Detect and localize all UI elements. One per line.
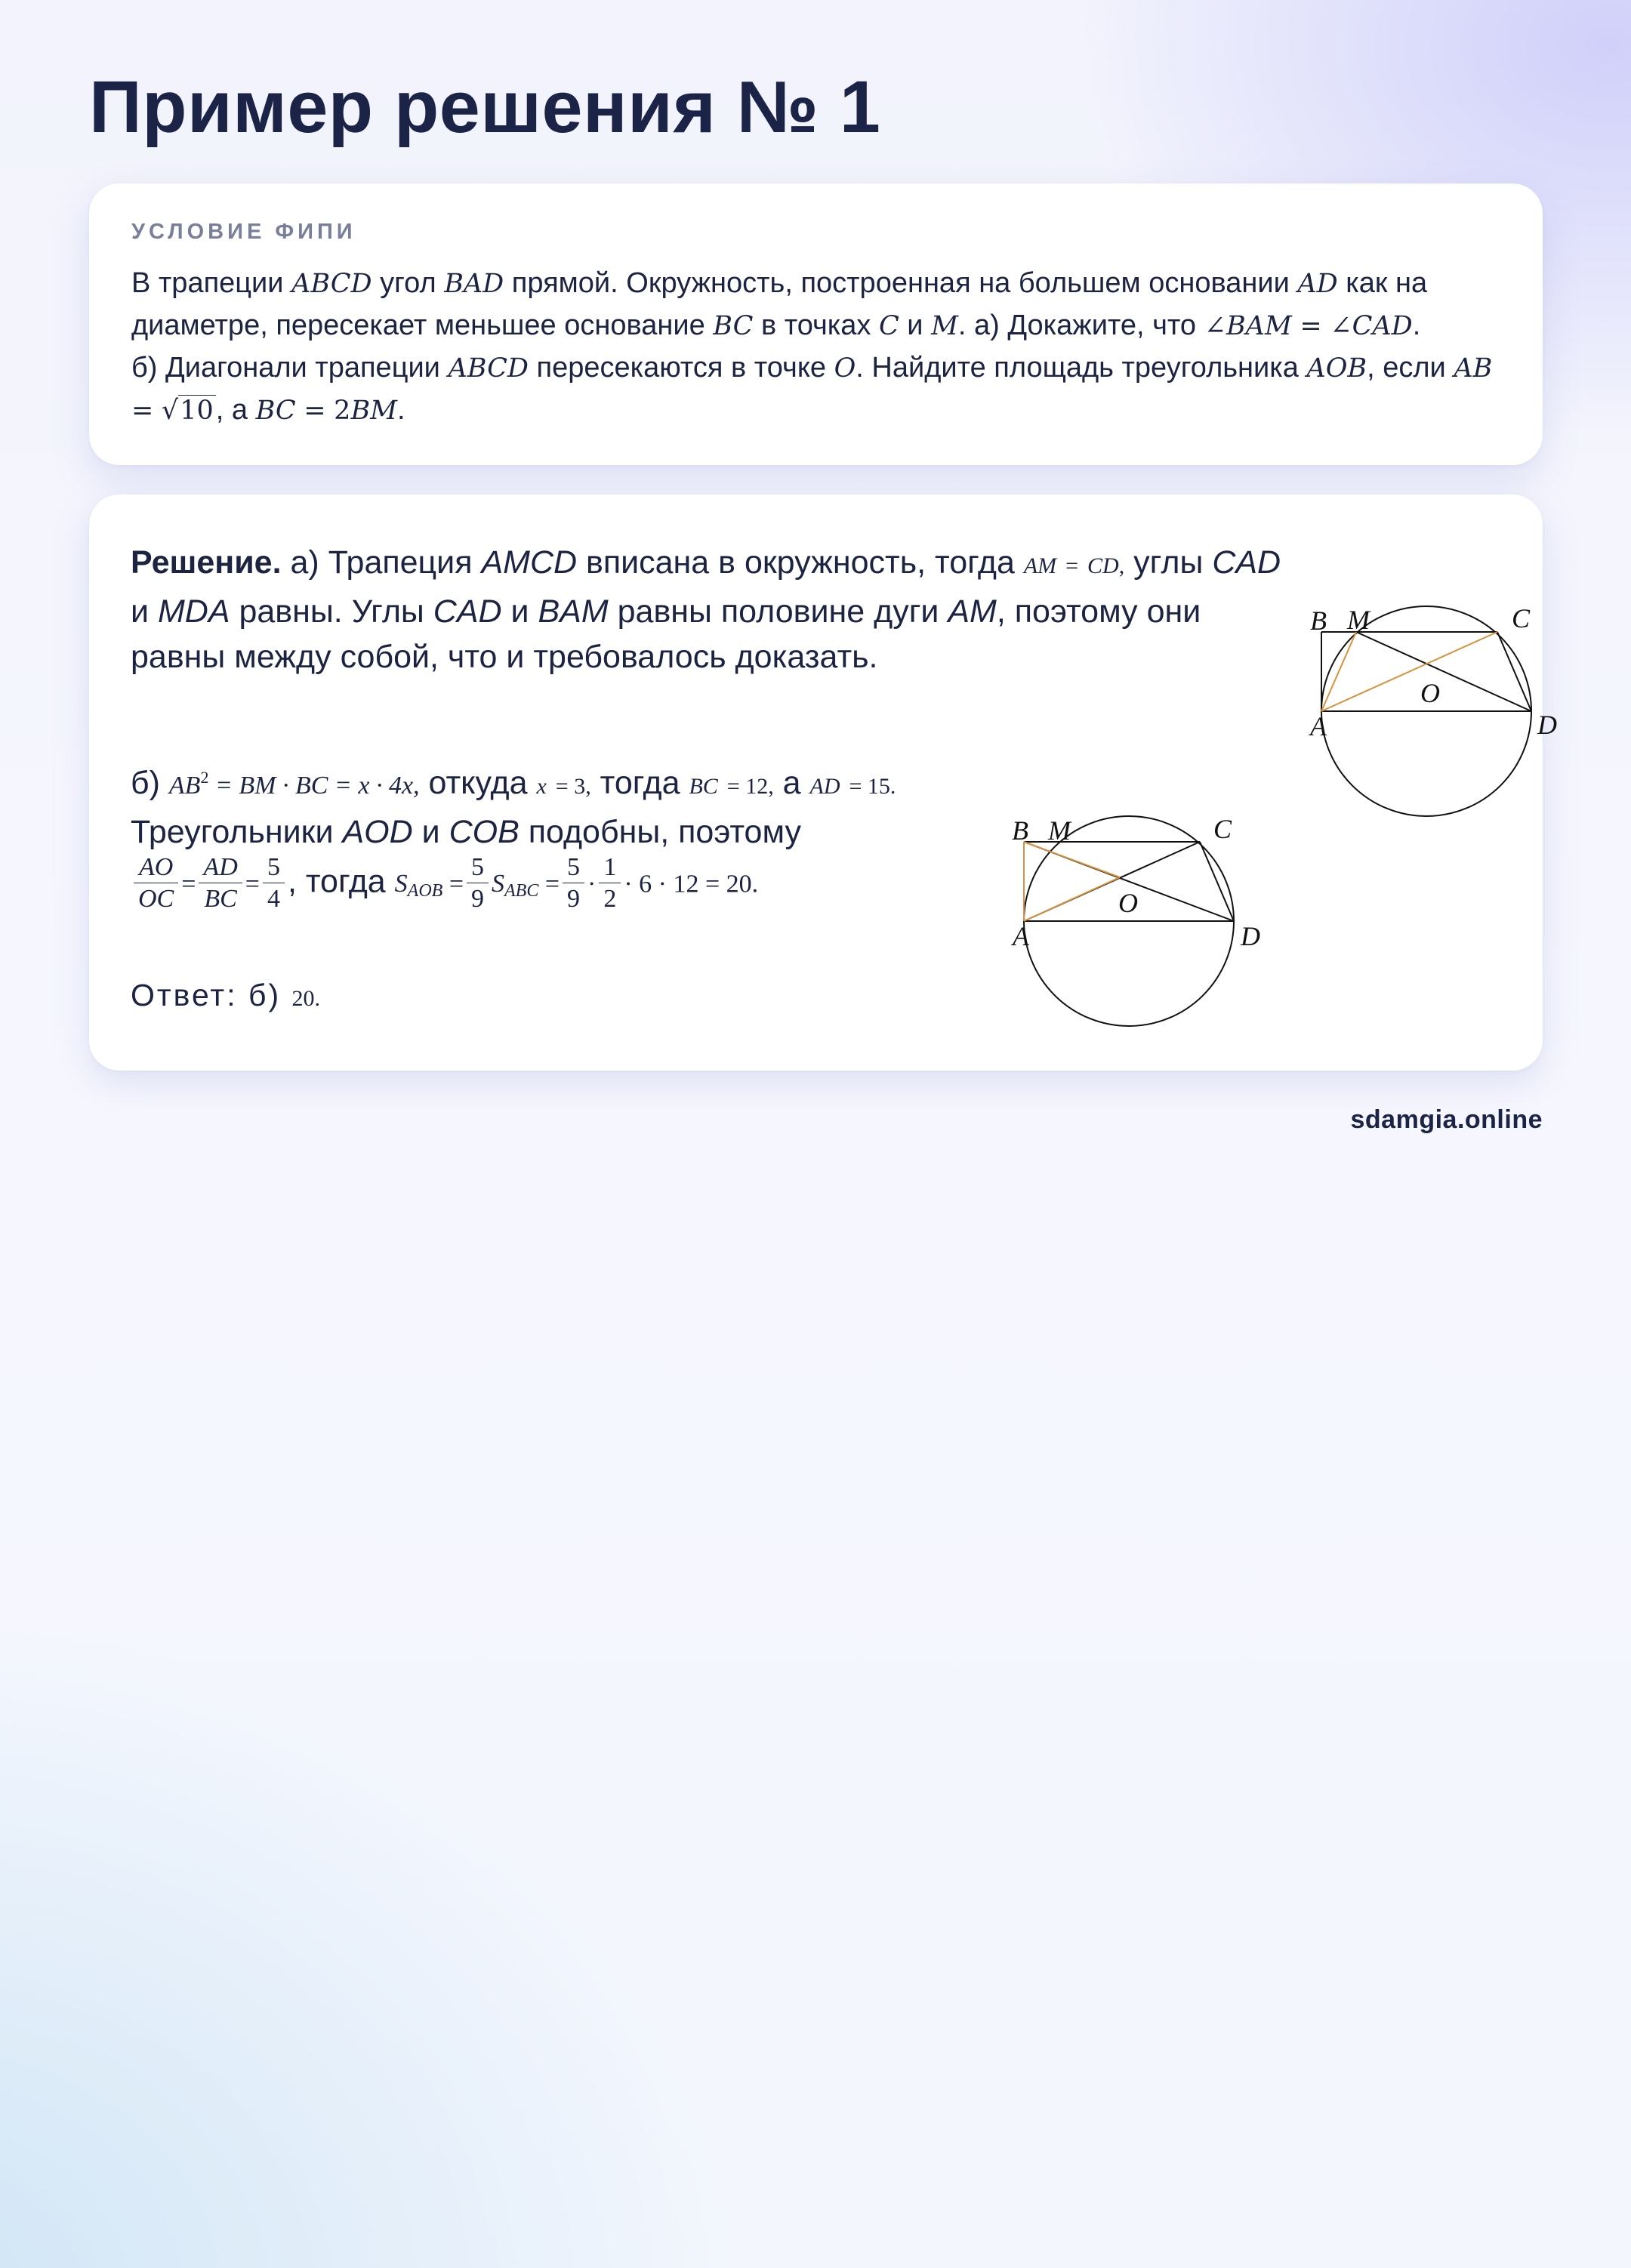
diagram-line-md: [1356, 632, 1531, 711]
fraction-1-2: $\frac{1}{2}$: [599, 855, 621, 912]
footer-site-link[interactable]: sdamgia.online: [1350, 1105, 1543, 1134]
answer-label: Ответ: б): [131, 978, 282, 1012]
answer-line: [131, 978, 320, 1013]
label2-o: O: [1118, 888, 1138, 918]
answer-value: 20.: [291, 986, 321, 1011]
fraction-5-9: $\frac{5}{9}$: [467, 855, 489, 912]
condition-label: УСЛОВИЕ ФИПИ: [131, 220, 356, 244]
label2-c: C: [1213, 814, 1232, 844]
condition-text: В трапеции ABCD угол BAD прямой. Окружность, построенная на большем основании AD как на диаметре, пересекает меньшее основание BC в точках C и M. а) Докажите, что ∠BAM = ∠CAD. б) Диагонали трапеции ABCD пересекаются в точке O. Найдите площадь треугольника AOB, если AB = √10, а BC = 2BM.: [131, 267, 1493, 426]
label-m: M: [1347, 605, 1370, 635]
solution-heading: Решение.: [131, 544, 282, 581]
solution-part-a: Решение. а) Трапеция AMCD вписана в окружность, тогда AM = CD, углы CAD и MDA равны. Углы CAD и BAM равны половине дуги AM, поэтому они равны между собой, что и требовалось доказать.: [131, 544, 1281, 675]
diagram2-line-ao: [1024, 877, 1120, 921]
label-d: D: [1537, 710, 1557, 740]
page-title: Пример решения № 1: [89, 66, 881, 148]
fraction-5-9-b: $\frac{5}{9}$: [563, 855, 584, 912]
diagram-line-ac: [1321, 632, 1497, 711]
label2-a: A: [1013, 921, 1029, 951]
diagram-line-am: [1321, 632, 1356, 711]
label-o: O: [1420, 678, 1440, 708]
fraction-ao-oc: $\frac{AO}{OC}$: [134, 855, 178, 912]
condition-card: [89, 183, 1543, 465]
label2-d: D: [1241, 921, 1260, 951]
solution-part-b: б) $AB^2$ = BM · BC = x · 4x, откуда x = 3, тогда BC = 12, а AD = 15. Треугольники AOD и COB подобны, поэтому $\frac{AO}{OC}$ = $\frac{AD}{BC}$ = $\frac{5}{4}$ , тогда $S_{AOB}$ = $\frac{5}{9}$ $S_{ABC}$ = $\frac{5}{9}$ · $\frac{1}{2}$ · 6 · 12 = 20.: [131, 765, 896, 913]
diagram2-side-cd: [1200, 842, 1234, 921]
label2-m: M: [1048, 815, 1071, 846]
label-b: B: [1310, 606, 1327, 636]
label-c: C: [1512, 603, 1531, 633]
fraction-5-4: $\frac{5}{4}$: [263, 855, 285, 912]
diagram2-line-bo: [1024, 842, 1120, 877]
label-a: A: [1310, 711, 1327, 741]
fraction-ad-bc: $\frac{AD}{BC}$: [199, 855, 242, 912]
geometry-diagram-2: [916, 751, 1278, 1038]
diagram-side-cd: [1497, 632, 1531, 711]
label2-b: B: [1012, 815, 1028, 846]
solution-card: [89, 495, 1557, 1071]
